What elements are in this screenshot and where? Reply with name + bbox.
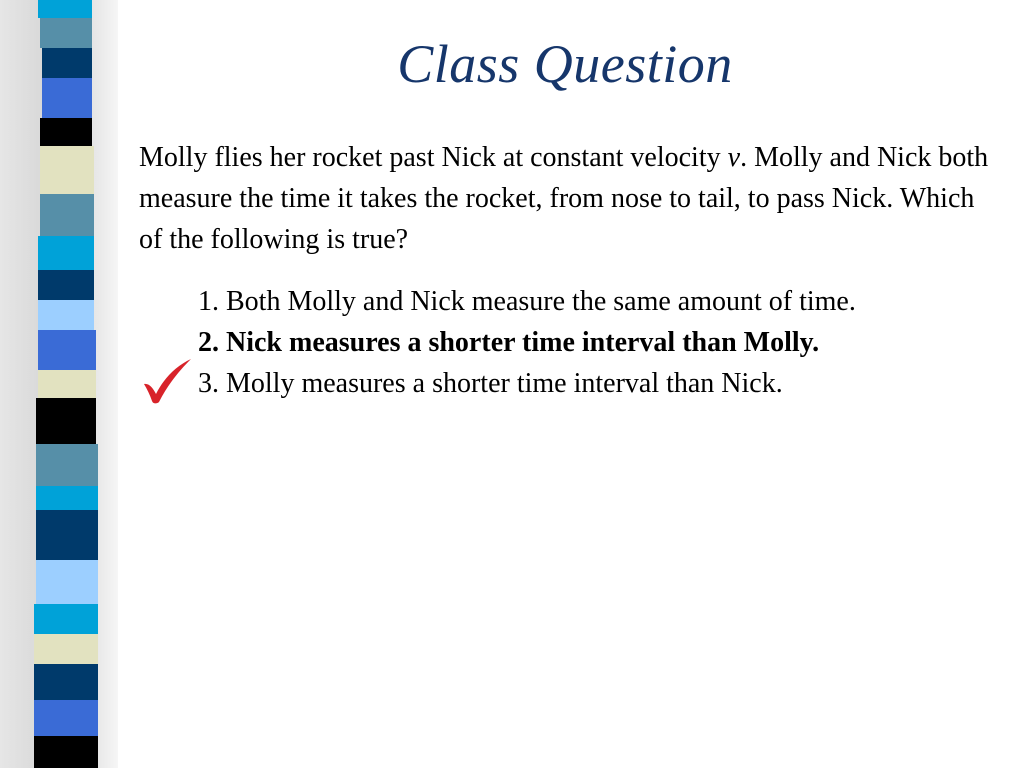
question-text <box>139 137 999 260</box>
strip-blocks <box>34 0 98 768</box>
checkmark-icon <box>140 356 194 406</box>
question-part2: . Molly and Nick both measure the time it takes the rocket, from nose to tail, to pass Nick. Which of the following is true? <box>139 142 989 255</box>
answer-option-1: 1. Both Molly and Nick measure the same amount of time. <box>198 286 856 317</box>
answer-option-2-correct: 2. Nick measures a shorter time interval than Molly. <box>198 327 820 358</box>
answer-option-3: 3. Molly measures a shorter time interval than Nick. <box>198 368 783 399</box>
slide-title: Class Question <box>397 34 733 94</box>
velocity-variable: v <box>727 142 741 173</box>
decorative-color-strip <box>0 0 118 768</box>
answer-options <box>198 281 898 404</box>
question-part1: Molly flies her rocket past Nick at constant velocity <box>139 142 728 173</box>
